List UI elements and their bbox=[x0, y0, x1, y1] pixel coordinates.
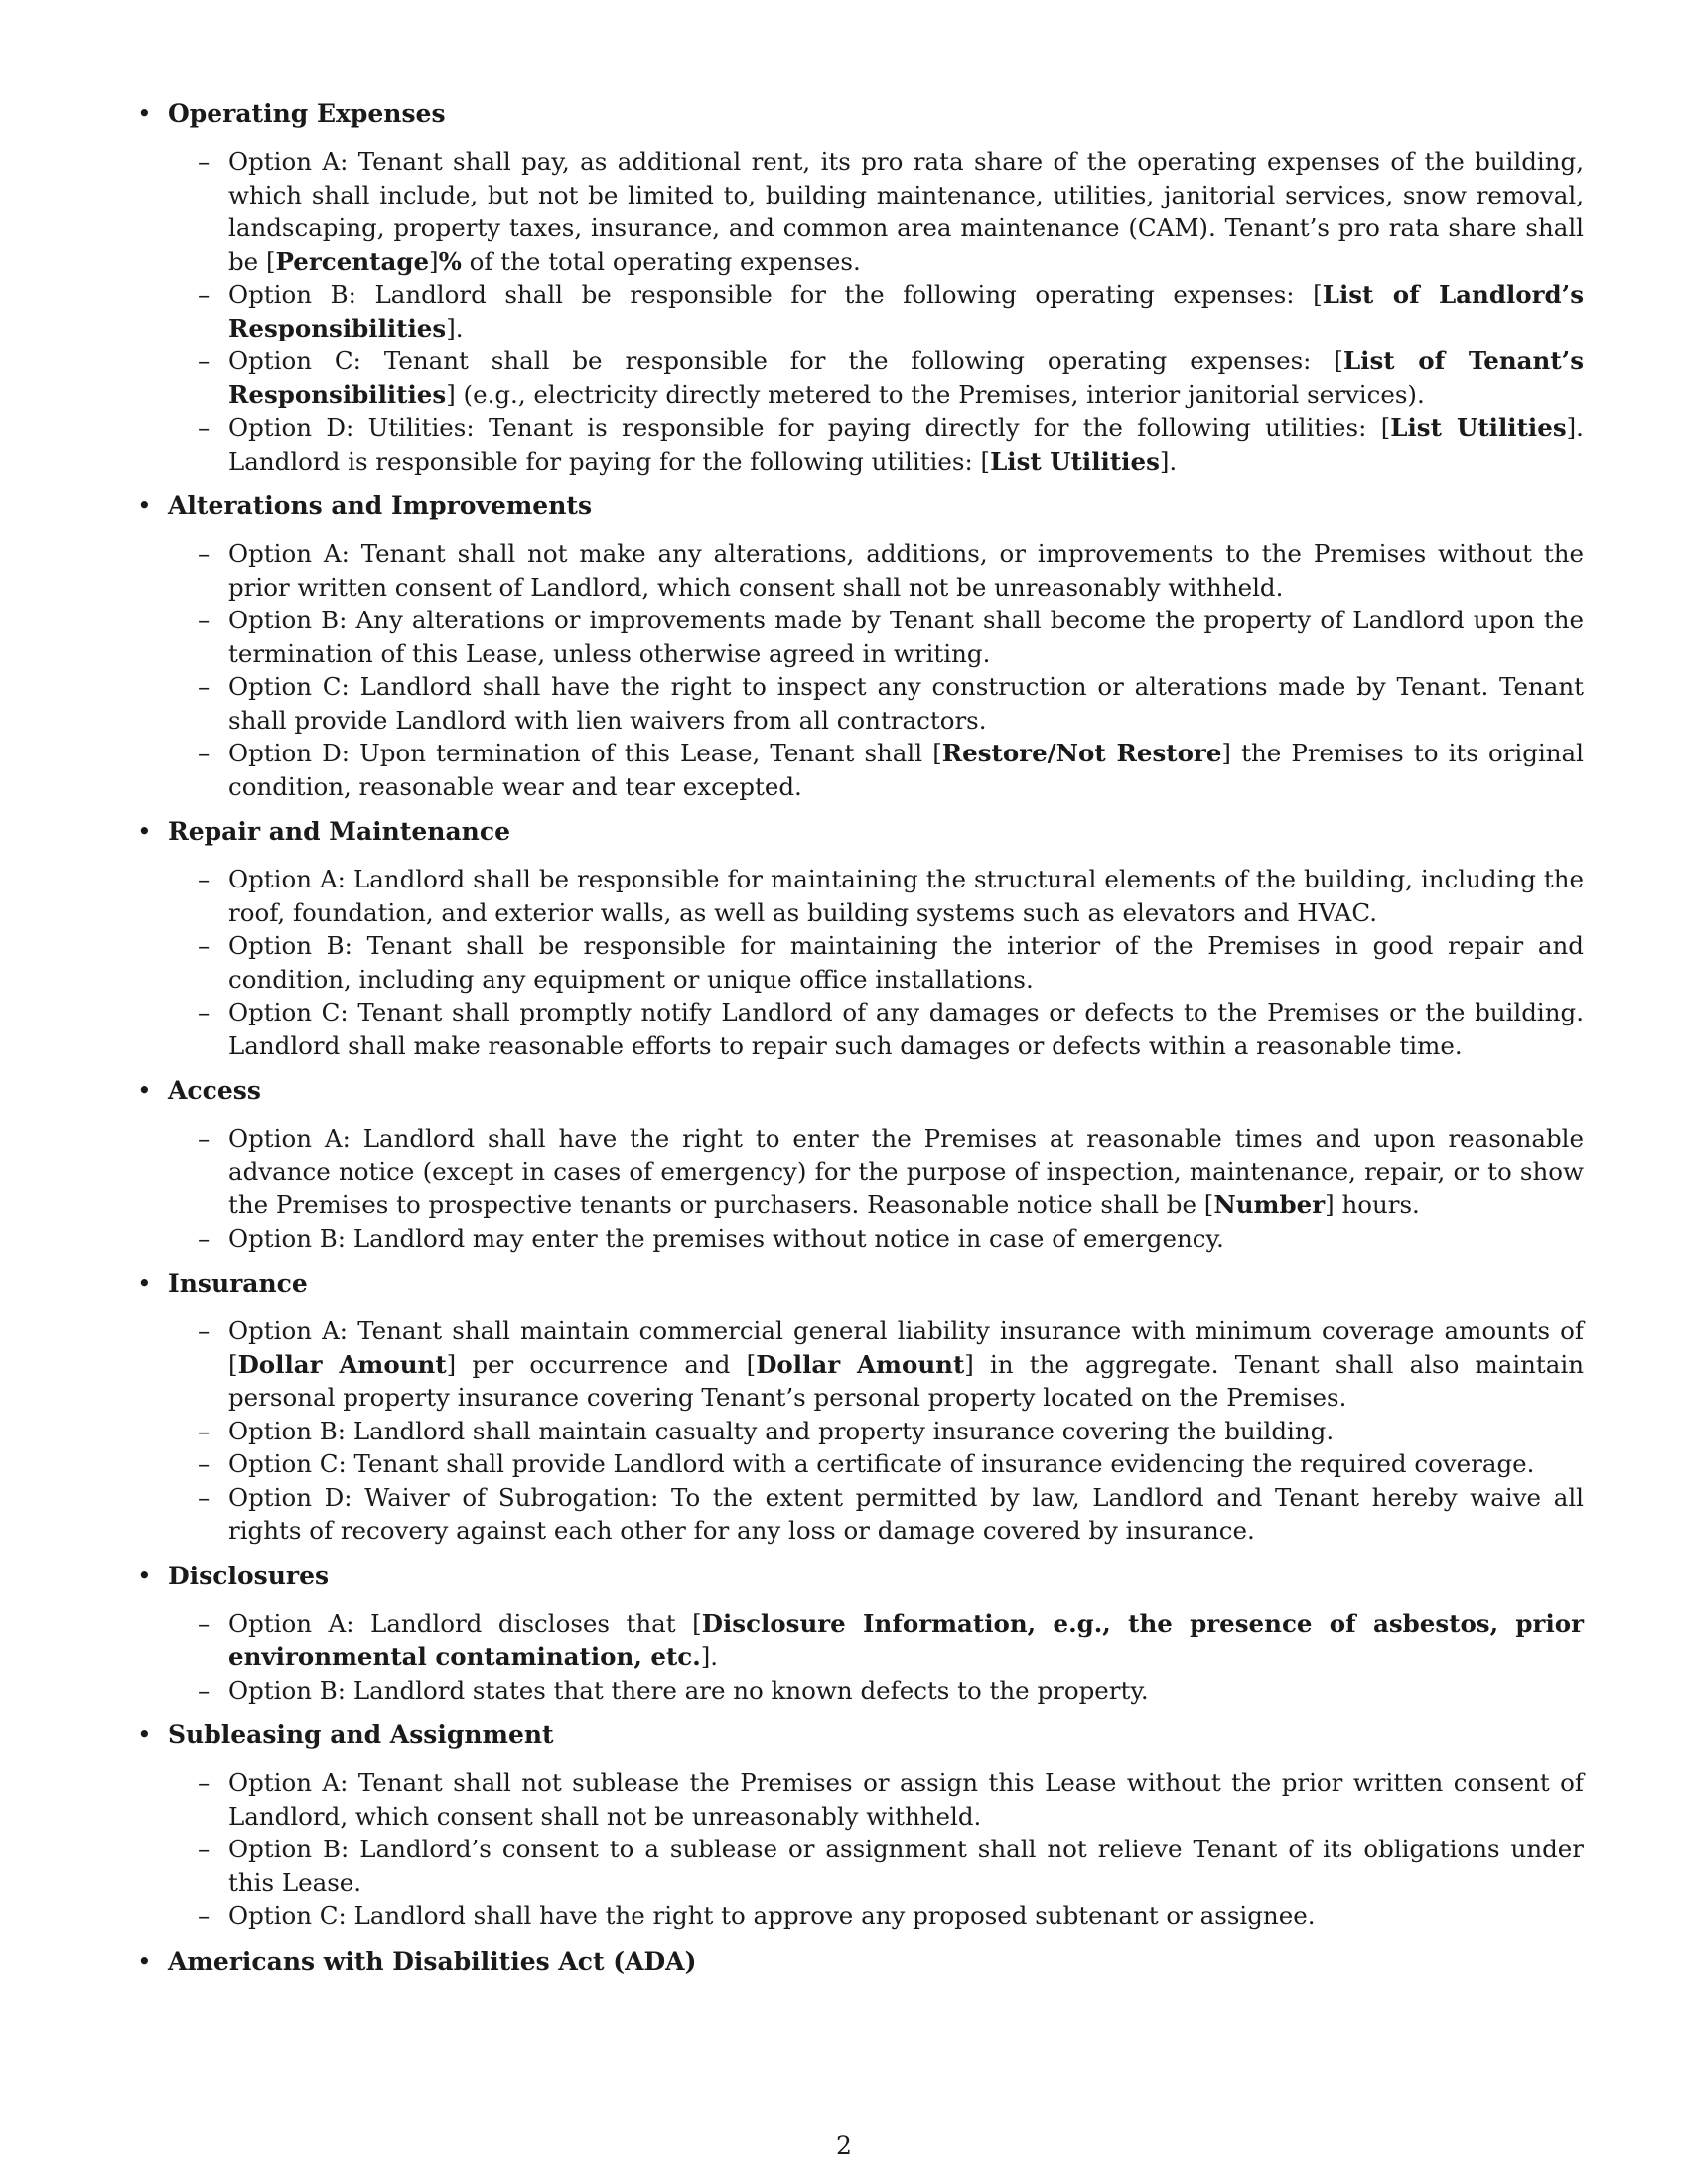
dash-marker: – bbox=[198, 931, 211, 960]
section-title: Disclosures bbox=[168, 1561, 330, 1590]
bullet-marker: • bbox=[137, 1720, 152, 1749]
option-text: ] the Premises to its original condition, reasonable wear and tear excepted. bbox=[228, 739, 1584, 801]
placeholder-field: Percentage bbox=[275, 246, 430, 276]
section-heading bbox=[134, 97, 1584, 131]
option-text: [ bbox=[1313, 280, 1323, 309]
option-text: [ bbox=[980, 446, 991, 476]
option-text: Option B: Landlord states that there are no known defects to the property. bbox=[228, 1675, 1149, 1705]
placeholder-field: Number bbox=[1213, 1190, 1326, 1219]
dash-marker: – bbox=[198, 1835, 211, 1863]
option-list bbox=[134, 863, 1584, 1062]
option-text: [ bbox=[1203, 1190, 1214, 1219]
option-text: Option D: Utilities: Tenant is responsible for paying directly for the following utilities: bbox=[228, 413, 1381, 442]
option-item bbox=[198, 278, 1585, 344]
option-item bbox=[198, 996, 1584, 1062]
bullet-marker: • bbox=[137, 817, 152, 846]
option-text: ] (e.g., electricity directly metered to the Premises, interior janitorial services). bbox=[446, 379, 1425, 409]
option-item bbox=[198, 670, 1584, 737]
placeholder-field: Dollar Amount bbox=[237, 1349, 447, 1379]
option-text: Option B: Landlord shall be responsible for the following operating expenses: bbox=[228, 280, 1314, 309]
option-text: Option A: Tenant shall pay, as additional rent, its pro rata share of the operating expenses of the building, which shall include, but not be limited to, building maintenance, utilities, janitorial services, snow removal, landscaping, property taxes, insurance, and common area maintenance (CAM). Tenant’s pro rata share shall be bbox=[228, 147, 1584, 276]
placeholder-field: Restore/Not Restore bbox=[941, 739, 1222, 767]
option-item bbox=[198, 145, 1584, 278]
option-text: Option C: Tenant shall provide Landlord with a certificate of insurance evidencing the required coverage. bbox=[228, 1449, 1535, 1478]
bullet-marker: • bbox=[137, 99, 152, 128]
section-alterations-and-improvements bbox=[134, 489, 1584, 803]
option-list bbox=[134, 537, 1584, 803]
section-operating-expenses bbox=[134, 97, 1584, 478]
option-item bbox=[198, 863, 1584, 929]
option-text: [ bbox=[746, 1349, 757, 1379]
option-item bbox=[198, 1833, 1584, 1899]
option-text: of the total operating expenses. bbox=[461, 246, 861, 276]
option-list bbox=[134, 1314, 1584, 1548]
bullet-marker: • bbox=[137, 1269, 152, 1297]
option-item bbox=[198, 411, 1584, 478]
section-heading bbox=[134, 1945, 1584, 1979]
dash-marker: – bbox=[198, 1416, 211, 1445]
section-title: Operating Expenses bbox=[168, 99, 446, 128]
dash-marker: – bbox=[198, 1482, 211, 1512]
section-access bbox=[134, 1074, 1584, 1255]
option-text: [ bbox=[932, 739, 942, 767]
option-item bbox=[198, 1481, 1584, 1548]
dash-marker: – bbox=[198, 280, 211, 309]
dash-marker: – bbox=[198, 413, 211, 442]
option-text: Option B: Landlord’s consent to a sublease or assignment shall not relieve Tenant of its obligations under this Lease. bbox=[228, 1835, 1584, 1897]
section-heading bbox=[134, 489, 1584, 523]
option-item bbox=[198, 1607, 1585, 1674]
option-text: Option C: Landlord shall have the right to approve any proposed subtenant or assignee. bbox=[228, 1901, 1316, 1930]
option-item bbox=[198, 929, 1584, 996]
option-item bbox=[198, 537, 1584, 604]
option-text: Option B: Any alterations or improvements made by Tenant shall become the property of Landlord upon the termination of this Lease, unless otherwise agreed in writing. bbox=[228, 606, 1584, 668]
option-text: ] bbox=[429, 246, 439, 276]
option-text: [ bbox=[692, 1608, 702, 1638]
option-list bbox=[134, 1766, 1584, 1933]
option-text: Option B: Landlord may enter the premises without notice in case of emergency. bbox=[228, 1223, 1224, 1253]
section-repair-and-maintenance bbox=[134, 815, 1584, 1062]
option-item bbox=[198, 1122, 1584, 1222]
option-list bbox=[134, 145, 1584, 478]
option-text: [ bbox=[228, 1349, 238, 1379]
section-title: Americans with Disabilities Act (ADA) bbox=[168, 1946, 697, 1976]
option-item bbox=[198, 737, 1584, 803]
option-text: ] hours. bbox=[1325, 1190, 1420, 1219]
dash-marker: – bbox=[198, 739, 211, 767]
option-text: Option A: Landlord shall be responsible for maintaining the structural elements of the building, including the roof, foundation, and exterior walls, as well as building systems such as elevators and HVAC. bbox=[228, 865, 1584, 927]
option-item bbox=[198, 1415, 1584, 1448]
option-text: ]. Landlord is responsible for paying for the following utilities: bbox=[228, 413, 1584, 476]
option-text: Option C: Landlord shall have the right to inspect any construction or alterations made by Tenant. Tenant shall provide Landlord with lien waivers from all contractors. bbox=[228, 672, 1584, 735]
dash-marker: – bbox=[198, 1901, 211, 1930]
placeholder-field: List Utilities bbox=[1390, 413, 1567, 442]
option-text: ] per occurrence and bbox=[446, 1349, 747, 1379]
bullet-marker: • bbox=[137, 1946, 152, 1976]
placeholder-field: List Utilities bbox=[990, 446, 1160, 476]
option-text: ]. bbox=[1159, 446, 1178, 476]
section-heading bbox=[134, 1560, 1584, 1593]
option-text: Option B: Landlord shall maintain casualty and property insurance covering the building. bbox=[228, 1416, 1335, 1445]
placeholder-field: Dollar Amount bbox=[756, 1349, 965, 1379]
dash-marker: – bbox=[198, 1608, 211, 1638]
section-title: Insurance bbox=[168, 1269, 308, 1297]
page-number: 2 bbox=[836, 2131, 852, 2160]
section-subleasing-and-assignment bbox=[134, 1718, 1584, 1933]
dash-marker: – bbox=[198, 1768, 211, 1797]
option-item bbox=[198, 1899, 1584, 1933]
section-disclosures bbox=[134, 1560, 1584, 1707]
option-text: [ bbox=[1334, 346, 1343, 375]
dash-marker: – bbox=[198, 1449, 211, 1478]
dash-marker: – bbox=[198, 1316, 211, 1345]
dash-marker: – bbox=[198, 865, 211, 893]
dash-marker: – bbox=[198, 1124, 211, 1153]
section-americans-with-disabilities-act-ada bbox=[134, 1945, 1584, 1979]
option-text: ] in the aggregate. Tenant shall also maintain personal property insurance covering Tenant’s personal property located on the Premises. bbox=[228, 1349, 1585, 1412]
option-text: Option A: Tenant shall not sublease the Premises or assign this Lease without the prior written consent of Landlord, which consent shall not be unreasonably withheld. bbox=[228, 1768, 1584, 1831]
section-heading bbox=[134, 1074, 1584, 1108]
option-text: Option A: Tenant shall not make any alterations, additions, or improvements to the Premises without the prior written consent of Landlord, which consent shall not be unreasonably withheld. bbox=[228, 539, 1584, 602]
option-text: Option A: Tenant shall maintain commercial general liability insurance with minimum coverage amounts of bbox=[228, 1316, 1584, 1345]
option-item bbox=[198, 344, 1584, 411]
option-text: Option A: Landlord shall have the right to enter the Premises at reasonable times and upon reasonable advance notice (except in cases of emergency) for the purpose of inspection, maintenance, repair, or to show the Premises to prospective tenants or purchasers. Reasonable notice shall be bbox=[228, 1124, 1584, 1219]
section-heading bbox=[134, 1718, 1584, 1752]
option-text: Option D: Upon termination of this Lease, Tenant shall bbox=[228, 739, 933, 767]
option-item bbox=[198, 1222, 1584, 1256]
option-text: [ bbox=[1380, 413, 1391, 442]
bullet-marker: • bbox=[137, 491, 152, 520]
section-title: Subleasing and Assignment bbox=[168, 1720, 554, 1749]
dash-marker: – bbox=[198, 672, 211, 701]
bullet-marker: • bbox=[137, 1076, 152, 1105]
option-text: Option C: Tenant shall promptly notify Landlord of any damages or defects to the Premises or the building. Landlord shall make reasonable efforts to repair such damages or defects within a reasonable time. bbox=[228, 998, 1584, 1060]
section-title: Access bbox=[168, 1076, 261, 1105]
dash-marker: – bbox=[198, 606, 211, 634]
option-text: Option D: Waiver of Subrogation: To the extent permitted by law, Landlord and Tenant hereby waive all rights of recovery against each other for any loss or damage covered by insurance. bbox=[228, 1482, 1584, 1545]
option-item bbox=[198, 1314, 1585, 1415]
bullet-marker: • bbox=[137, 1561, 152, 1590]
option-list bbox=[134, 1122, 1584, 1255]
option-text: Option C: Tenant shall be responsible for the following operating expenses: bbox=[228, 346, 1335, 375]
dash-marker: – bbox=[198, 539, 211, 568]
document-body bbox=[134, 97, 1584, 1990]
option-text: ]. bbox=[446, 313, 464, 342]
option-text: ]. bbox=[700, 1642, 719, 1671]
dash-marker: – bbox=[198, 1675, 211, 1705]
option-item bbox=[198, 604, 1584, 670]
dash-marker: – bbox=[198, 147, 211, 176]
section-title: Repair and Maintenance bbox=[168, 817, 510, 846]
option-item bbox=[198, 1447, 1584, 1481]
option-text: Option B: Tenant shall be responsible for maintaining the interior of the Premises in good repair and condition, including any equipment or unique office installations. bbox=[228, 931, 1584, 994]
section-title: Alterations and Improvements bbox=[168, 491, 593, 520]
section-heading bbox=[134, 1267, 1584, 1300]
option-list bbox=[134, 1607, 1584, 1707]
section-insurance bbox=[134, 1267, 1584, 1548]
option-item bbox=[198, 1674, 1584, 1707]
option-text: [ bbox=[265, 246, 276, 276]
placeholder-field: Disclosure Information, e.g., the presence of asbestos, prior environmental contamination, etc. bbox=[228, 1608, 1585, 1671]
option-item bbox=[198, 1766, 1584, 1833]
dash-marker: – bbox=[198, 346, 211, 375]
dash-marker: – bbox=[198, 998, 211, 1026]
option-text: Option A: Landlord discloses that bbox=[228, 1608, 693, 1638]
section-heading bbox=[134, 815, 1584, 849]
placeholder-field: List of Landlord’s Responsibilities bbox=[228, 280, 1585, 342]
placeholder-field: % bbox=[438, 246, 462, 276]
placeholder-field: List of Tenant’s Responsibilities bbox=[228, 346, 1584, 409]
dash-marker: – bbox=[198, 1223, 211, 1253]
